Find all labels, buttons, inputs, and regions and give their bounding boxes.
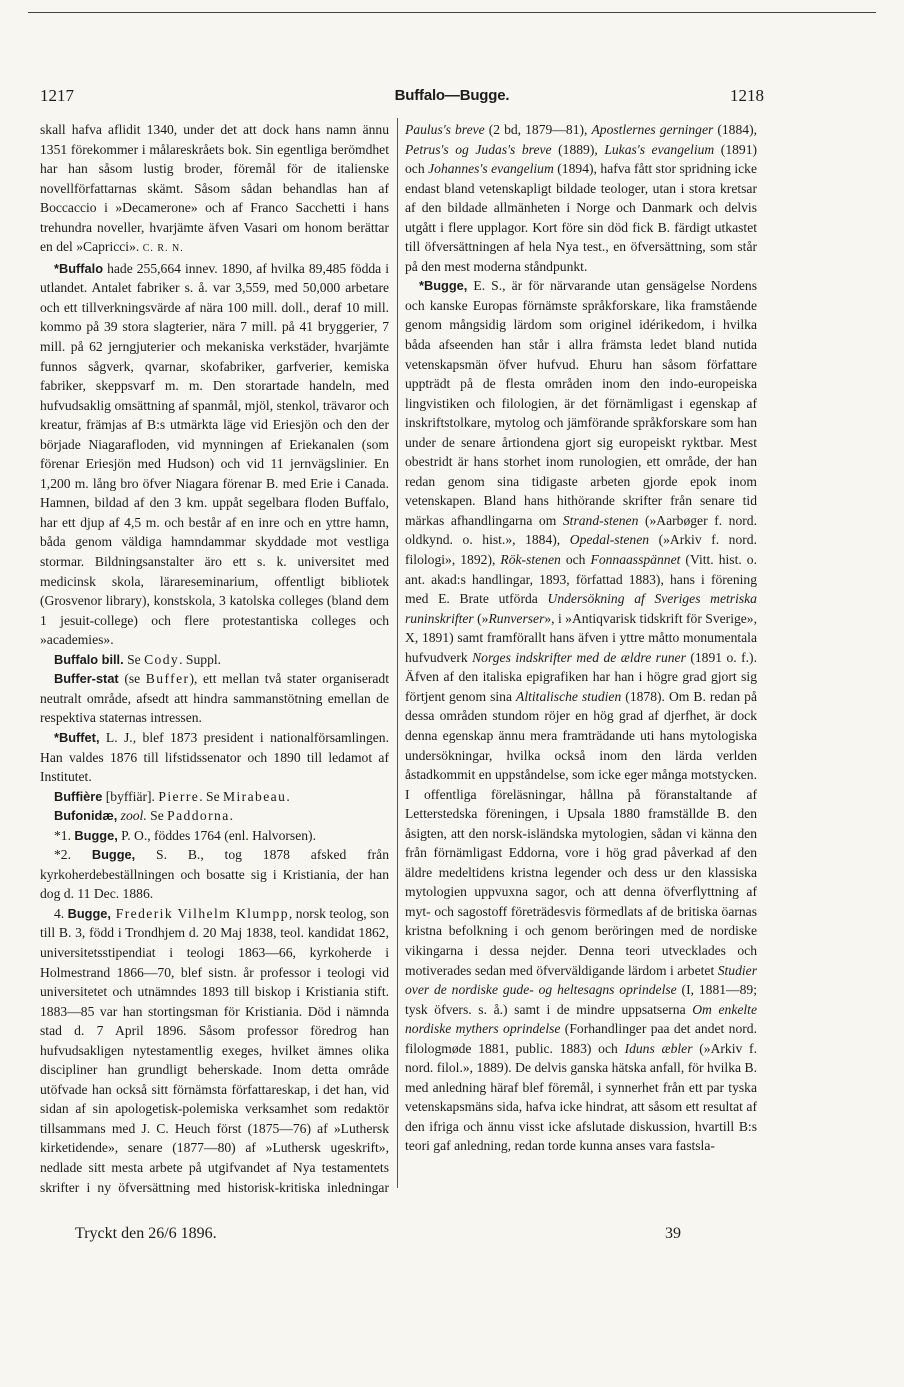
- entry-buffer-stat: Buffer-stat (se Buffer), ett mellan två stater organiseradt neutralt område, afsedt att hindra sammanstötning emellan de respektiva staternas intressen.: [40, 671, 389, 726]
- entry-buffalo-bill: Buffalo bill. Se Cody. Suppl.: [54, 651, 222, 667]
- column-divider: [397, 118, 398, 1188]
- headword: *Buffalo: [54, 260, 104, 276]
- headword: Buffalo bill.: [54, 651, 124, 667]
- entry-bugge-4: 4. Bugge, Frederik Vilhelm Klumpp, norsk teolog, son till B. 3, född i Trondhjem d. 20 Maj 1838, teol. kandidat 1862, universitetsstipendiat i teologi 1863—66, kyrkoherde i Holmestrand 1866—70, blef sistn. år professor i teologi vid universitetet och utnämndes 1893 till biskop i Kristiania stift. 1883—85 var han stortingsman för Kristiania. Död i nämnda stad d. 7 April 1896. Såsom professor föredrog han hufvudsakligen nytestamentlig exeges, hvilket ämnes olika discipliner han grundligt beherskade. Inom detta område utöfvade han också sitt förnämsta författareskap, i det han, vid sidan af sin apologetisk-polemiska verksamhet som redaktör tillsammans med J. C. Heuch först (1875—76) af »Luthersk kirketidende», senare (1877—80) af »Luthersk ugeskrift», nedlade sitt mesta arbete på utgifvandet af Nya testamentets skrifter i ny öfversättning med historisk-kritiska inledningar: [40, 905, 389, 1195]
- headword: *Buffet,: [54, 729, 100, 745]
- entry-buffalo: *Buffalo hade 255,664 innev. 1890, af hvilka 89,485 födda i utlandet. Antalet fabriker s. å. var 3,559, med 50,000 arbetare och ett tillverkningsvärde af nära 100 mill. doll., deraf 10 mill. kommo på 39 stora slagterier, nära 7 mill. på 41 bryggerier, 7 mill. på 62 jerngjuterier och mekaniska verkstäder, hvarjämte funnos sågverk, qvarnar, skofabriker, garfverier, kemiska fabriker, skeppsvarf m. m. Den storartade handeln, med hufvudsaklig omsättning af spanmål, mjöl, stenkol, trävaror och kreatur, främjas af B:s utmärkta läge vid Eriesjön och den der började Niagarafloden, vid mynningen af Eriekanalen (som förenar Eriesjön med Hudson) och vid 11 jernvägslinier. En 1,200 m. lång bro öfver Niagara förenar B. med Erie i Canada. Hamnen, bildad af den 3 km. uppåt segelbara floden Buffalo, har ett djup af 4,5 m. och består af en inre och en yttre hamn, båda genom väldiga hamndammar skyddade mot vestliga stormar. Bildningsanstalter äro ett s. k. universitet med medicinsk skola, lärareseminarium, offentligt bibliotek (Grosvenor library), konstskola, 3 katolska colleges (bland dem 1 jesuit-college) och flere protestantiska colleges och »academies».: [40, 260, 389, 648]
- headword: Bugge,: [74, 827, 118, 843]
- cross-reference: Paddorna: [167, 808, 230, 824]
- author-signature: C. R. N.: [142, 243, 184, 255]
- entry-continuation: Paulus's breve (2 bd, 1879—81), Apostlernes gerninger (1884), Petrus's og Judas's breve (1889), Lukas's evangelium (1891) och Johannes's evangelium (1894), hafva fått stor spridning icke endast bland vetenskapligt bildade teologer, utan i stora kretsar af den bildade allmänheten i Norge och Danmark och delvis utgått i flere upplagor. Kort före sin död fick B. färdigt utkastet till öfversättningen af hela Nya test., en öfversättning, som står på den mest moderna ståndpunkt.: [405, 122, 757, 274]
- entry-continuation: skall hafva aflidit 1340, under det att dock hans namn ännu 1351 förekommer i målareskråets bok. Sin egentliga berömdhet har han såsom lustig broder, föremål för de italienske novellförfattarnas skämt. Såsom sådan behandlas han af Boccaccio i »Decamerone» och af Franco Sacchetti i hans trehundra noveller, hvarjämte äfven Vasari om honom berättar en del »Capricci». C. R. N.: [40, 122, 389, 255]
- entry-bugge-es: *Bugge, E. S., är för närvarande utan gensägelse Nordens och kanske Europas förnämste språkforskare, lika framstående genom mångsidig lärdom som originel idérikedom, i hvilka båda afseenden han står i allra främsta ledet bland nutida vetenskapsmän öfver hufvud. Ehuru han såsom författare uppträdt på de flesta områden inom den indo-europeiska lingvistiken och filologien, är det förnämligast i egenskap af inskriftstolkare, mytolog och jämförande språkforskare som han under de senare årtiondena gjort sig europeiskt ryktbar. Mest obestridt är hans storhet inom runologien, ett område, der han redan genom sina tidigaste arbeten gjorde epok inom vetenskapen. Bland hans hithörande skrifter från senare tid märkas afhandlingarna om Strand-stenen (»Aarbøger f. nord. oldkynd. o. hist.», 1884), Opedal-stenen (»Arkiv f. nord. filologi», 1892), Rök-stenen och Fonnaasspännet (Vitt. hist. o. ant. akad:s handlingar, 1893, författad 1883), hans i förening med E. Brate utförda Undersökning af Sveriges metriska runinskrifter (»Runverser», i »Antiqvarisk tidskrift för Sverige», X, 1891) samt framförallt hans äfven i yttre måtto monumentala hufvudverk Norges indskrifter med de ældre runer (1891 o. f.). Äfven af den italiska epigrafiken har han i högre grad gjort sig förtjent genom sina Altitalische studien (1878). Om B. redan på dessa områden stundom röjer en hög grad af djerfhet, är dock denna egenskap ännu mera framträdande uti hans mytologiska undersökningar, hvilka också inom den lärda verlden åstadkommit en uppståndelse, som icke eger många motstycken. I offentliga föreläsningar, hållna på föranstaltande af Letterstedska föreningen, i Upsala 1880 framställde B. den åsigten, att den norsk-isländska mytologien, sådan vi känna den från förnämligast Eddorna, vore i hög grad påverkad af den äldre medeltidens kristna legender och dess ur den klassiska mytologien uppvuxna sagor, och att denna öfverflyttning af myt- och sagostoff företrädesvis förmedlats af de britiska öarnas kristna befolkning i och genom beröringen med de nordiske vikingarna i dessa nejder. Denna teori utvecklades och motiverades sedan med öfverväldigande lärdom i arbetet Studier over de nordiske gude- og heltesagns oprindelse (I, 1881—89; tysk öfvers. s. å.) samt i de mindre uppsatserna Om enkelte nordiske mythers oprindelse (Forhandlinger paa det andet nord. filologmøde 1881, public. 1883) och Iduns æbler (»Arkiv f. nord. filol.», 1889). De delvis ganska hätska anfall, för hvilka B. med anledning häraf blef föremål, i synnerhet från ett par tyska vetenskapsmäns sida, hafva icke hindrat, att såsom ett resultat af den ifriga och ännu visst icke afslutade diskussion, hvartill B:s teori gaf anledning, redan torde kunna anses vara fastsla-: [405, 278, 757, 1154]
- headword: Bugge,: [67, 905, 111, 921]
- entry-buffiere: Buffière [byffiär]. Pierre. Se Mirabeau.: [54, 788, 290, 804]
- cross-reference: Cody: [144, 651, 180, 667]
- headword: Buffer-stat: [54, 671, 119, 687]
- entry-buffet: *Buffet, L. J., blef 1873 president i nationalförsamlingen. Han valdes 1876 till lifstidssenator och 1890 till ledamot af Institutet.: [40, 729, 389, 785]
- headword: Bugge,: [91, 847, 136, 863]
- entry-bugge-1: *1. Bugge, P. O., föddes 1764 (enl. Halvorsen).: [54, 827, 316, 843]
- full-name: Frederik Vilhelm Klumpp: [110, 905, 289, 921]
- right-column: [405, 120, 757, 1195]
- entry-bugge-2: *2. Bugge, S. B., tog 1878 afsked från kyrkoherdebeställningen och bosatte sig i Kristiania, der han dog d. 11 Dec. 1886.: [40, 847, 389, 902]
- entry-bufonidae: Bufonidæ, zool. Se Paddorna.: [54, 808, 234, 824]
- cross-reference: Buffer: [145, 671, 190, 687]
- running-head: Buffalo—Bugge.: [394, 87, 510, 104]
- headword: Buffière: [54, 788, 103, 804]
- page-number-right: 1218: [730, 86, 764, 105]
- print-date: Tryckt den 26/6 1896.: [75, 1225, 217, 1242]
- top-rule: [28, 12, 876, 13]
- page-number-left: 1217: [40, 86, 74, 105]
- headword: Bufonidæ,: [54, 808, 118, 824]
- cross-reference: Mirabeau: [223, 788, 287, 804]
- left-column: [40, 120, 389, 1195]
- sheet-signature: 39: [665, 1225, 681, 1242]
- cross-reference: Pierre: [158, 788, 200, 804]
- headword: *Bugge,: [419, 278, 468, 294]
